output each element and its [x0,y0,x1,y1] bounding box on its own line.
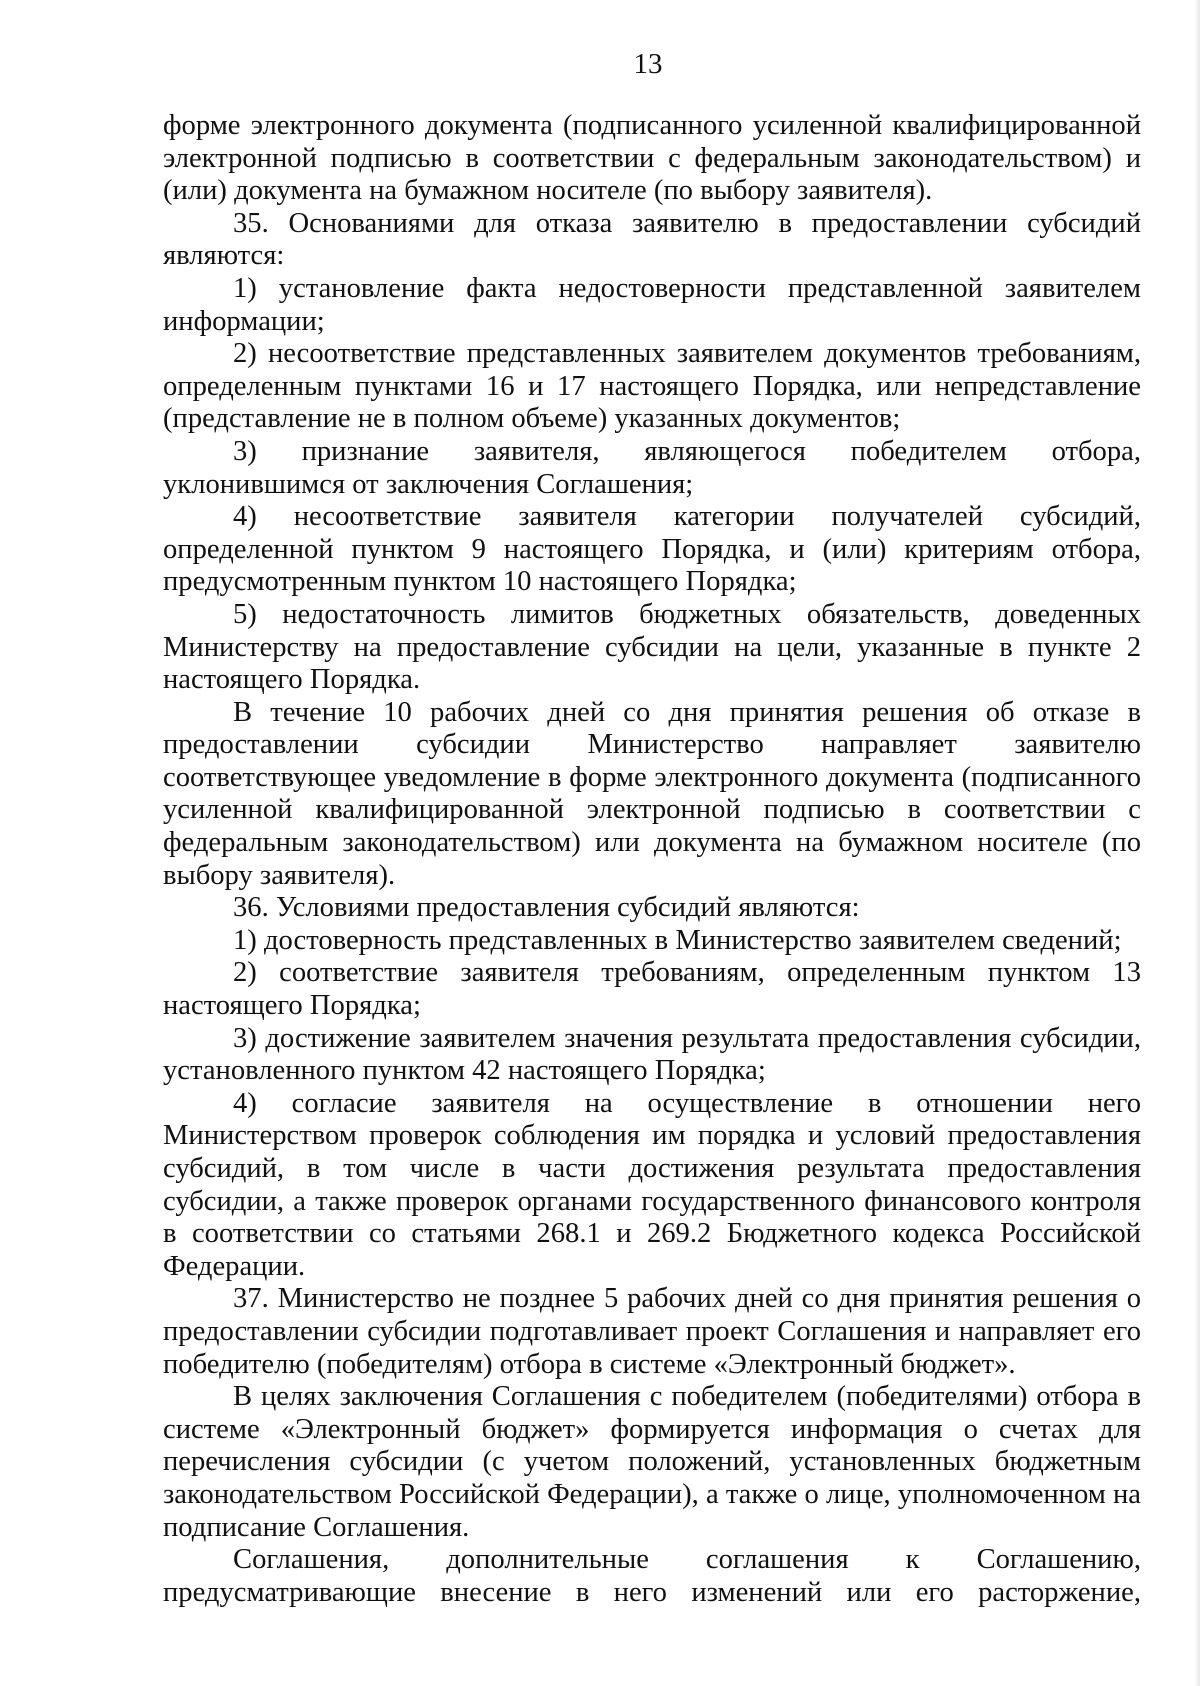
paragraph-35-item-3: 3) признание заявителя, являющегося победителем отбора, уклонившимся от заключения Соглашения; [163,435,1141,500]
paragraph-35-item-4: 4) несоответствие заявителя категории получателей субсидий, определенной пунктом 9 настоящего Порядка, и (или) критериям отбора, предусмотренным пунктом 10 настоящего Порядка; [163,501,1141,598]
page-number: 13 [633,48,663,80]
paragraph-35: 35. Основаниями для отказа заявителю в предоставлении субсидий являются: [163,207,1141,272]
paragraph-36: 36. Условиями предоставления субсидий являются: [233,892,860,924]
paragraph-36-item-2: 2) соответствие заявителя требованиям, определенным пунктом 13 настоящего Порядка; [163,957,1141,1022]
paragraph-35-item-5: 5) недостаточность лимитов бюджетных обязательств, доведенных Министерству на предоставление субсидии на цели, указанные в пункте 2 настоящего Порядка. [163,598,1141,696]
paragraph-35-item-2: 2) несоответствие представленных заявителем документов требованиям, определенным пунктами 16 и 17 настоящего Порядка, или непредставление (представление не в полном объеме) указанных документов; [163,338,1141,435]
paragraph-36-item-4: 4) согласие заявителя на осуществление в отношении него Министерством проверок соблюдения им порядка и условий предоставления субсидий, в том числе в части достижения результата предоставления субсидии, а также проверок органами государственного финансового контроля в соответствии со статьями 268.1 и 269.2 Бюджетного кодекса Российской Федерации. [163,1087,1141,1282]
paragraph-36-item-3: 3) достижение заявителем значения результата предоставления субсидии, установленного пунктом 42 настоящего Порядка; [163,1022,1141,1087]
paragraph-continuation: форме электронного документа (подписанного усиленной квалифицированной электронной подписью в соответствии с федеральным законодательством) и (или) документа на бумажном носителе (по выбору заявителя). [163,110,1141,207]
paragraph-36-item-1: 1) достоверность представленных в Министерство заявителем сведений; [233,924,1122,956]
paragraph-37-info: В целях заключения Соглашения с победителем (победителями) отбора в системе «Электронный бюджет» формируется информация о счетах для перечисления субсидии (с учетом положений, установленных бюджетным законодательством Российской Федерации), а также о лице, уполномоченном на подписание Соглашения. [163,1381,1141,1543]
document-body [163,110,1141,1609]
scan-edge-artifact [1194,0,1200,1686]
paragraph-37-agreements: Соглашения, дополнительные соглашения к Соглашению, предусматривающие внесение в него изменений или его расторжение, [163,1544,1141,1608]
paragraph-37: 37. Министерство не позднее 5 рабочих дней со дня принятия решения о предоставлении субсидии подготавливает проект Соглашения и направляет его победителю (победителям) отбора в системе «Электронный бюджет». [163,1283,1141,1380]
paragraph-35-notice: В течение 10 рабочих дней со дня принятия решения об отказе в предоставлении субсидии Министерство направляет заявителю соответствующее уведомление в форме электронного документа (подписанного усиленной квалифицированной электронной подписью в соответствии с федеральным законодательством) или документа на бумажном носителе (по выбору заявителя). [163,696,1141,891]
paragraph-35-item-1: 1) установление факта недостоверности представленной заявителем информации; [163,272,1141,337]
